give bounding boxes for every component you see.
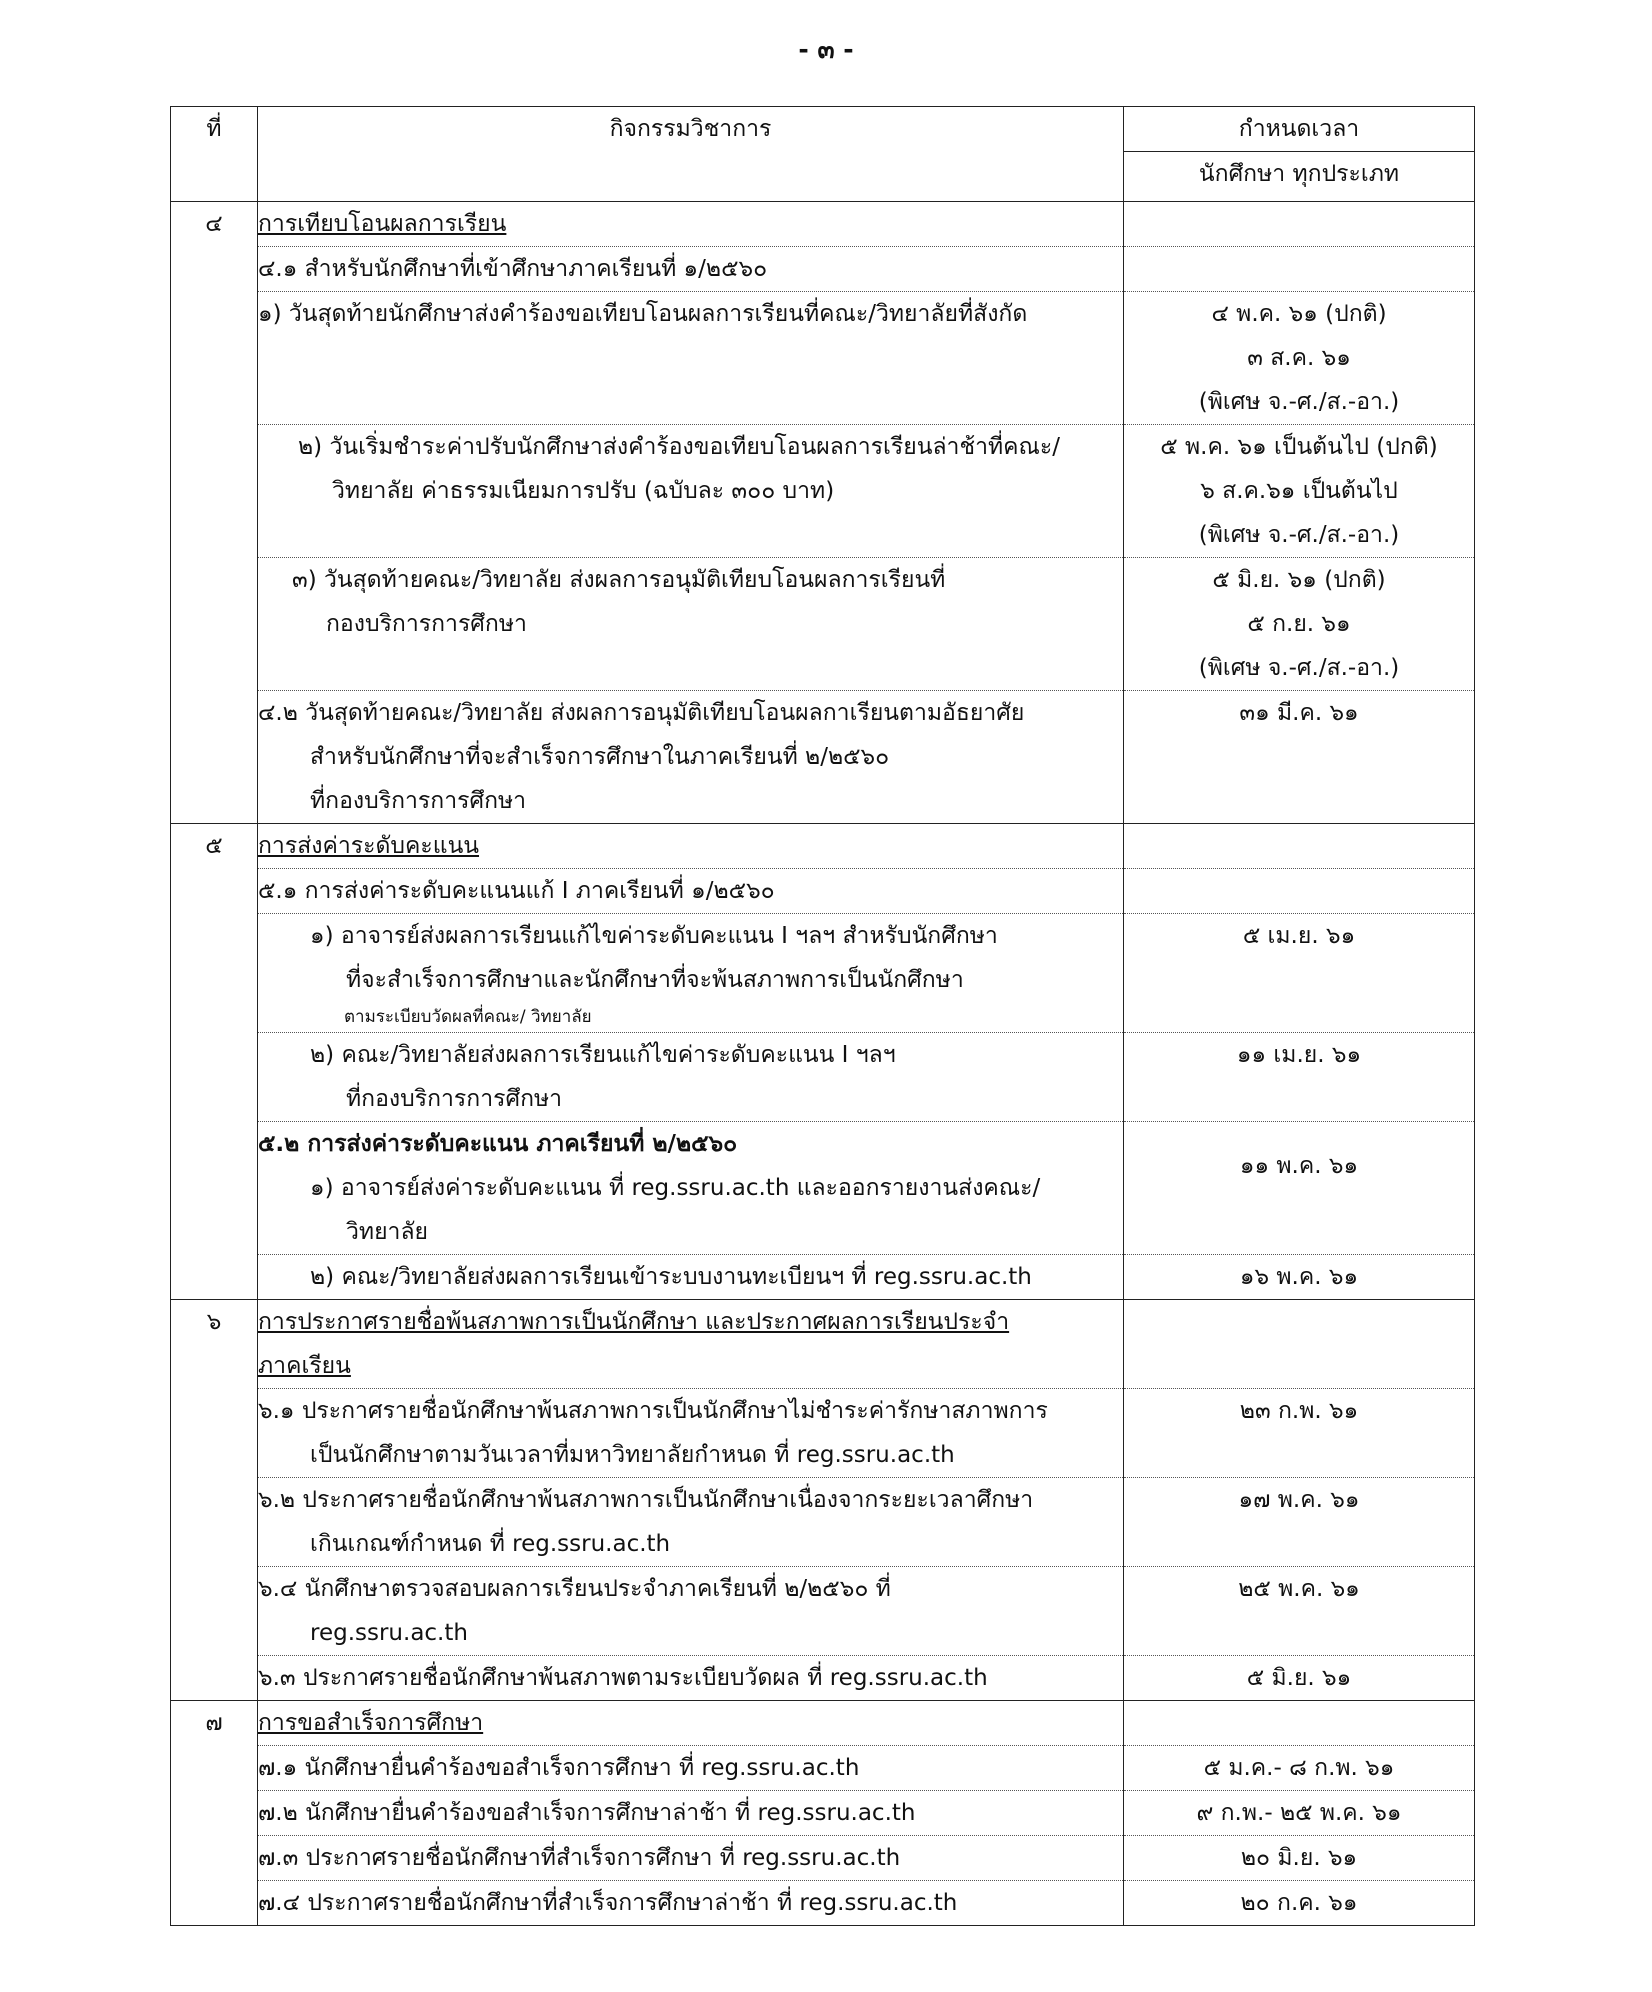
table-row (171, 558, 1475, 691)
activity-line: ๒) คณะ/วิทยาลัยส่งผลการเรียนแก้ไขค่าระดับคะแนน I ฯลฯ (310, 1042, 896, 1068)
activity-line: ๗.๓ ประกาศรายชื่อนักศึกษาที่สำเร็จการศึกษา ที่ reg.ssru.ac.th (258, 1845, 901, 1871)
activity-line: กองบริการการศึกษา (326, 611, 527, 637)
section-title-line: การประกาศรายชื่อพ้นสภาพการเป็นนักศึกษา และประกาศผลการเรียนประจำ (258, 1309, 1010, 1335)
activity-line: วิทยาลัย (346, 1219, 429, 1245)
date-line: ๕ ม.ค.- ๘ ก.พ. ๖๑ (1203, 1755, 1395, 1781)
table-row (171, 824, 1475, 869)
date-cell (1124, 1389, 1475, 1478)
page-number: - ๓ - (798, 35, 854, 64)
subsection-title: ๕.๑ การส่งค่าระดับคะแนนแก้ I ภาคเรียนที่ ๑/๒๕๖๐ (258, 869, 1124, 914)
table-row (171, 1836, 1475, 1881)
activity-text: ๔.๑ สำหรับนักศึกษาที่เข้าศึกษาภาคเรียนที่ ๑/๒๕๖๐ (258, 247, 1124, 292)
academic-calendar-table (170, 106, 1475, 1926)
activity-line: ตามระเบียบวัดผลที่คณะ/ วิทยาลัย (344, 1007, 592, 1027)
table-row (171, 1881, 1475, 1926)
date-line: ๕ พ.ค. ๖๑ เป็นต้นไป (ปกติ) (1160, 434, 1438, 460)
date-cell (1124, 558, 1475, 691)
section-title: การเทียบโอนผลการเรียน (258, 202, 1124, 247)
table-row (171, 247, 1475, 292)
date-line: ๑๑ พ.ค. ๖๑ (1239, 1153, 1359, 1179)
date-line: ๙ ก.พ.- ๒๕ พ.ค. ๖๑ (1196, 1800, 1402, 1826)
date-line: (พิเศษ จ.-ศ./ส.-อา.) (1198, 389, 1400, 415)
table-row (171, 691, 1475, 824)
date-cell (1124, 824, 1475, 869)
activity-text (258, 558, 1124, 691)
activity-text (258, 425, 1124, 558)
activity-text (258, 1033, 1124, 1122)
activity-text (258, 1567, 1124, 1656)
date-line: ๒๕ พ.ค. ๖๑ (1238, 1576, 1360, 1602)
activity-text (258, 914, 1124, 1033)
activity-line: ๑) อาจารย์ส่งค่าระดับคะแนน ที่ reg.ssru.ac.th และออกรายงานส่งคณะ/ (310, 1175, 1041, 1201)
section-number: ๕ (171, 824, 258, 1300)
date-cell (1124, 247, 1475, 292)
activity-text (258, 1389, 1124, 1478)
header-activity: กิจกรรมวิชาการ (258, 107, 1124, 202)
table-row (171, 292, 1475, 425)
table-row (171, 202, 1475, 247)
table-row (171, 1701, 1475, 1746)
date-cell (1124, 1033, 1475, 1122)
table-row (171, 425, 1475, 558)
date-cell (1124, 1836, 1475, 1881)
activity-line: ๖.๓ ประกาศรายชื่อนักศึกษาพ้นสภาพตามระเบียบวัดผล ที่ reg.ssru.ac.th (258, 1665, 988, 1691)
section-title-line: ภาคเรียน (258, 1353, 351, 1379)
date-line: ๑๖ พ.ค. ๖๑ (1239, 1264, 1359, 1290)
activity-line: เป็นนักศึกษาตามวันเวลาที่มหาวิทยาลัยกำหนด ที่ reg.ssru.ac.th (310, 1442, 955, 1468)
date-line: ๒๐ ก.ค. ๖๑ (1240, 1890, 1358, 1916)
activity-line: ๔.๒ วันสุดท้ายคณะ/วิทยาลัย ส่งผลการอนุมัติเทียบโอนผลกาเรียนตามอัธยาศัย (258, 700, 1025, 726)
date-line: ๖ ส.ค.๖๑ เป็นต้นไป (1200, 478, 1398, 504)
activity-text (258, 292, 1124, 425)
activity-line: ๖.๔ นักศึกษาตรวจสอบผลการเรียนประจำภาคเรียนที่ ๒/๒๕๖๐ ที่ (258, 1576, 891, 1602)
activity-text (258, 1255, 1124, 1300)
date-cell (1124, 691, 1475, 824)
table-row (171, 1389, 1475, 1478)
date-cell (1124, 1701, 1475, 1746)
activity-text (258, 1836, 1124, 1881)
activity-line: วิทยาลัย ค่าธรรมเนียมการปรับ (ฉบับละ ๓๐๐ บาท) (332, 478, 835, 504)
activity-text (258, 1881, 1124, 1926)
table-row (171, 914, 1475, 1033)
header-time-sub: นักศึกษา ทุกประเภท (1124, 152, 1475, 202)
activity-text (258, 1656, 1124, 1701)
activity-text (258, 1791, 1124, 1836)
section-title (258, 1300, 1124, 1389)
activity-line: ๗.๑ นักศึกษายื่นคำร้องขอสำเร็จการศึกษา ที่ reg.ssru.ac.th (258, 1755, 860, 1781)
table-row (171, 1478, 1475, 1567)
table-row (171, 1567, 1475, 1656)
date-cell (1124, 425, 1475, 558)
activity-line: ๑) อาจารย์ส่งผลการเรียนแก้ไขค่าระดับคะแนน I ฯลฯ สำหรับนักศึกษา (310, 923, 998, 949)
date-cell (1124, 1300, 1475, 1389)
date-cell (1124, 1567, 1475, 1656)
date-line: ๒๐ มิ.ย. ๖๑ (1240, 1845, 1358, 1871)
activity-text (258, 1746, 1124, 1791)
date-line: (พิเศษ จ.-ศ./ส.-อา.) (1198, 522, 1400, 548)
date-line: ๒๓ ก.พ. ๖๑ (1239, 1398, 1359, 1424)
date-cell (1124, 1881, 1475, 1926)
date-line: ๓๑ มี.ค. ๖๑ (1239, 700, 1359, 726)
activity-line: ๗.๔ ประกาศรายชื่อนักศึกษาที่สำเร็จการศึกษาล่าช้า ที่ reg.ssru.ac.th (258, 1890, 958, 1916)
date-line: ๔ พ.ค. ๖๑ (ปกติ) (1211, 301, 1387, 327)
table-row (171, 869, 1475, 914)
date-cell (1124, 1255, 1475, 1300)
activity-line: ๖.๑ ประกาศรายชื่อนักศึกษาพ้นสภาพการเป็นนักศึกษาไม่ชำระค่ารักษาสภาพการ (258, 1398, 1048, 1424)
date-cell (1124, 914, 1475, 1033)
date-line: ๑๗ พ.ค. ๖๑ (1238, 1487, 1360, 1513)
date-cell (1124, 869, 1475, 914)
activity-line: ๗.๒ นักศึกษายื่นคำร้องขอสำเร็จการศึกษาล่าช้า ที่ reg.ssru.ac.th (258, 1800, 916, 1826)
table-header (171, 107, 1475, 202)
section-number: ๔ (171, 202, 258, 824)
section-title: การส่งค่าระดับคะแนน (258, 824, 1124, 869)
date-cell (1124, 1122, 1475, 1255)
date-line: ๑๑ เม.ย. ๖๑ (1236, 1042, 1362, 1068)
table-row (171, 1746, 1475, 1791)
activity-line: ๖.๒ ประกาศรายชื่อนักศึกษาพ้นสภาพการเป็นนักศึกษาเนื่องจากระยะเวลาศึกษา (258, 1487, 1034, 1513)
activity-line: ๒) คณะ/วิทยาลัยส่งผลการเรียนเข้าระบบงานทะเบียนฯ ที่ reg.ssru.ac.th (310, 1264, 1032, 1290)
date-cell (1124, 1656, 1475, 1701)
activity-text (258, 1122, 1124, 1255)
table-row (171, 1033, 1475, 1122)
activity-line: ๓) วันสุดท้ายคณะ/วิทยาลัย ส่งผลการอนุมัติเทียบโอนผลการเรียนที่ (292, 567, 946, 593)
activity-text (258, 1478, 1124, 1567)
table-row (171, 1255, 1475, 1300)
date-cell (1124, 1478, 1475, 1567)
date-line: ๕ มิ.ย. ๖๑ (1246, 1665, 1352, 1691)
date-line: ๕ มิ.ย. ๖๑ (ปกติ) (1212, 567, 1386, 593)
date-line: (พิเศษ จ.-ศ./ส.-อา.) (1198, 655, 1400, 681)
section-number: ๗ (171, 1701, 258, 1926)
header-no: ที่ (171, 107, 258, 202)
activity-line: ที่กองบริการการศึกษา (310, 788, 527, 814)
activity-line: ๒) วันเริ่มชำระค่าปรับนักศึกษาส่งคำร้องขอเทียบโอนผลการเรียนล่าช้าที่คณะ/ (298, 434, 1060, 460)
activity-line: ที่จะสำเร็จการศึกษาและนักศึกษาที่จะพ้นสภาพการเป็นนักศึกษา (346, 967, 964, 993)
activity-line: ที่กองบริการการศึกษา (346, 1086, 563, 1112)
date-line: ๓ ส.ค. ๖๑ (1247, 345, 1351, 371)
date-cell (1124, 1746, 1475, 1791)
date-cell (1124, 202, 1475, 247)
activity-line: reg.ssru.ac.th (310, 1620, 468, 1646)
date-line: ๕ ก.ย. ๖๑ (1247, 611, 1351, 637)
date-cell (1124, 1791, 1475, 1836)
subsection-title: ๕.๒ การส่งค่าระดับคะแนน ภาคเรียนที่ ๒/๒๕๖๐ (258, 1131, 738, 1157)
table-row (171, 1656, 1475, 1701)
table-row (171, 1122, 1475, 1255)
date-line: ๕ เม.ย. ๖๑ (1242, 923, 1356, 949)
activity-text (258, 691, 1124, 824)
date-cell (1124, 292, 1475, 425)
table-row (171, 1791, 1475, 1836)
header-time: กำหนดเวลา (1124, 107, 1475, 152)
activity-line: ๑) วันสุดท้ายนักศึกษาส่งคำร้องขอเทียบโอนผลการเรียนที่คณะ/วิทยาลัยที่สังกัด (258, 301, 1028, 327)
activity-line: สำหรับนักศึกษาที่จะสำเร็จการศึกษาในภาคเรียนที่ ๒/๒๕๖๐ (310, 744, 890, 770)
activity-line: เกินเกณฑ์กำหนด ที่ reg.ssru.ac.th (310, 1531, 671, 1557)
section-title: การขอสำเร็จการศึกษา (258, 1701, 1124, 1746)
table-row (171, 1300, 1475, 1389)
section-number: ๖ (171, 1300, 258, 1701)
